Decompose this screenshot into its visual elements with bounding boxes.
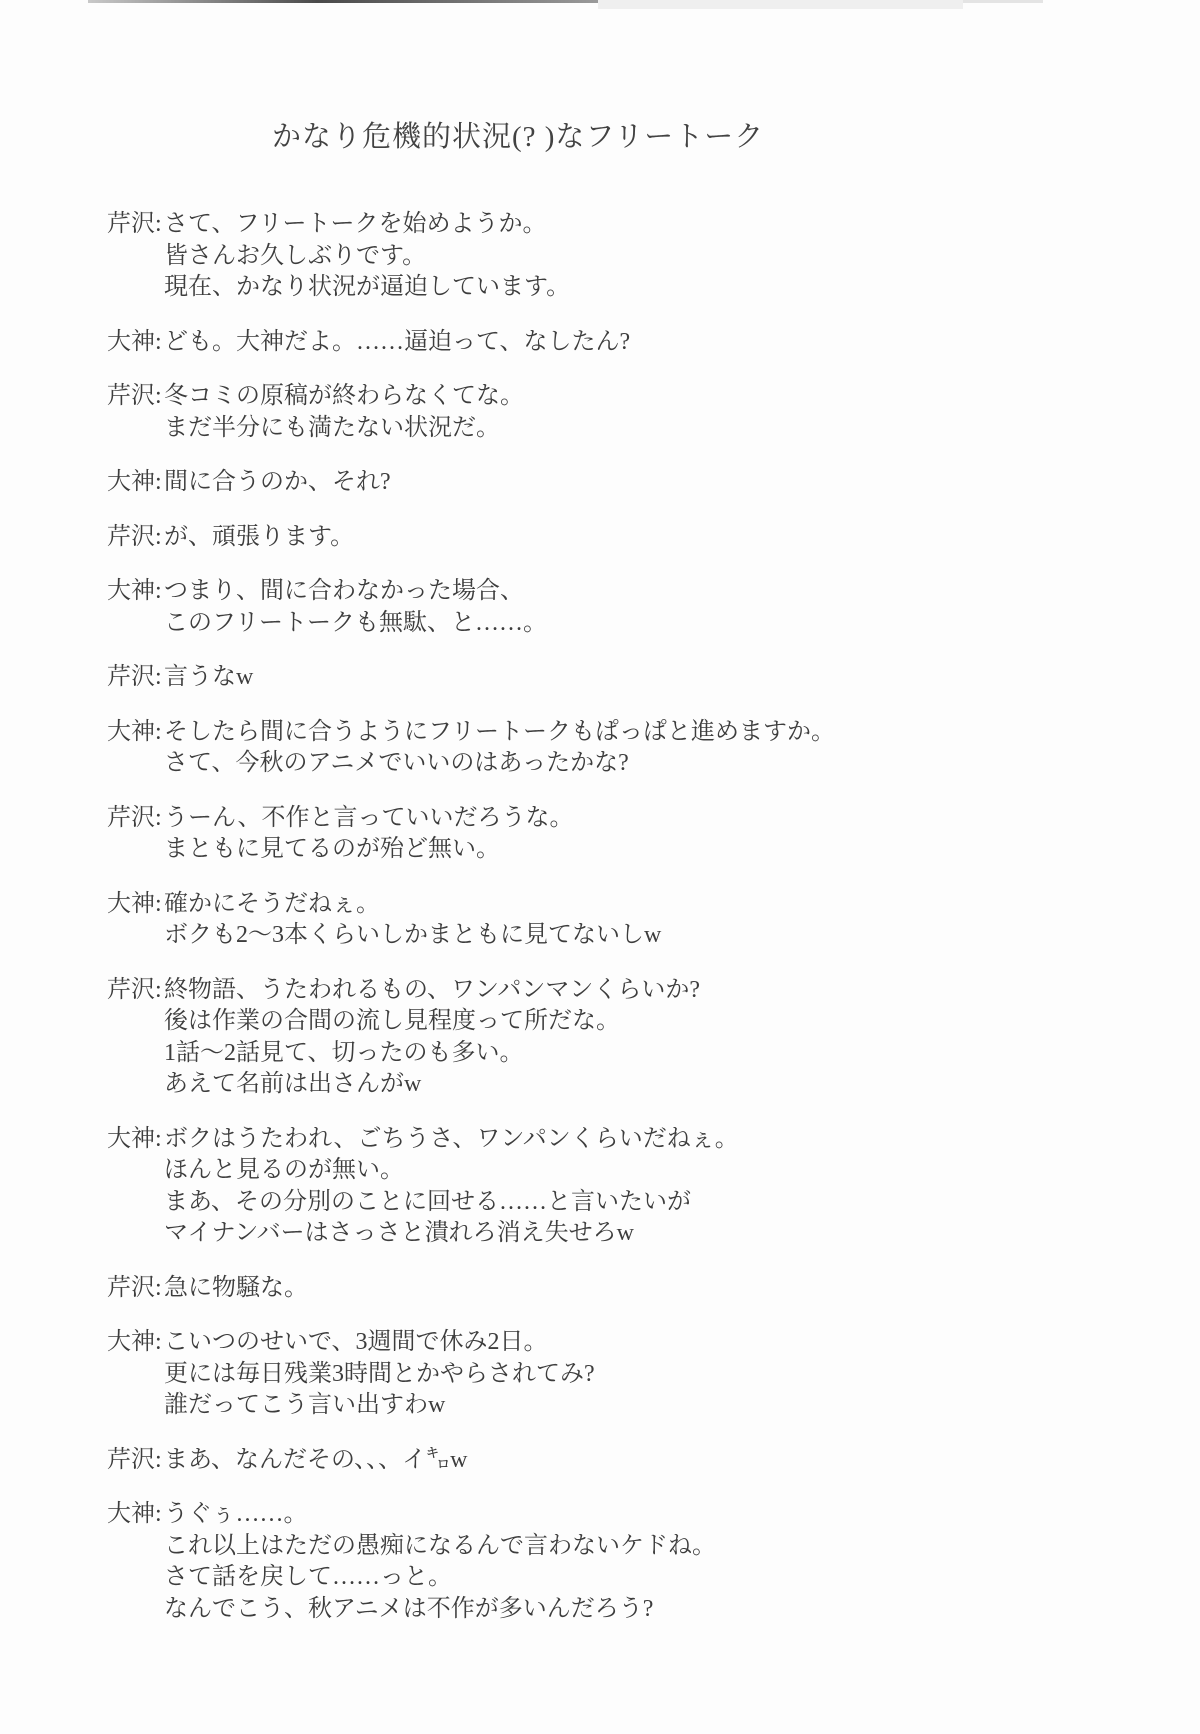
dialogue-line: マイナンバーはさっさと潰れろ消え失せろw [164, 1220, 634, 1246]
dialogue-lines [164, 576, 1122, 639]
speaker-label: 大神: [107, 1125, 162, 1152]
dialogue-line: このフリートークも無駄、と……。 [164, 609, 548, 636]
dialogue-block [107, 467, 1122, 499]
speaker-label: 芹沢: [107, 523, 162, 550]
speaker-label: 大神: [107, 469, 162, 495]
dialogue-lines [164, 662, 1122, 694]
dialogue-block [107, 803, 1122, 866]
scan-artifact-line [598, 0, 963, 9]
dialogue-block [107, 1445, 1122, 1477]
dialogue-line: あえて名前は出さんがw [164, 1071, 422, 1097]
dialogue-lines [164, 1499, 1122, 1625]
dialogue-block [107, 1273, 1122, 1305]
dialogue-line: が、頑張ります。 [164, 523, 355, 550]
dialogue-line: なんでこう、秋アニメは不作が多いんだろう? [164, 1595, 654, 1622]
dialogue-lines [164, 1327, 1122, 1422]
dialogue-line: ほんと見るのが無い。 [164, 1157, 404, 1183]
dialogue-line: 更には毎日残業3時間とかやらされてみ? [164, 1360, 595, 1387]
dialogue-block [107, 662, 1122, 694]
speaker-label: 大神: [107, 1501, 162, 1527]
speaker-label: 大神: [107, 578, 162, 604]
dialogue-list [107, 209, 1122, 1648]
dialogue-lines [164, 1124, 1122, 1250]
dialogue-block [107, 576, 1122, 639]
speaker-label: 大神: [107, 890, 162, 917]
dialogue-line: 確かにそうだねぇ。 [164, 890, 380, 917]
speaker-label: 芹沢: [107, 1446, 162, 1473]
dialogue-line: ども。大神だよ。……逼迫って、なしたん? [164, 328, 631, 355]
dialogue-lines [164, 803, 1122, 866]
dialogue-line: 現在、かなり状況が逼迫しています。 [164, 274, 571, 300]
dialogue-line: そしたら間に合うようにフリートークもぱっぱと進めますか。 [164, 718, 836, 745]
speaker-label: 芹沢: [107, 383, 162, 409]
dialogue-lines [164, 209, 1122, 304]
dialogue-line: 言うなw [164, 664, 254, 690]
dialogue-lines [164, 467, 1122, 499]
dialogue-line: うーん、不作と言っていいだろうな。 [164, 804, 574, 831]
dialogue-line: うぐぅ……。 [164, 1501, 308, 1527]
dialogue-block [107, 1327, 1122, 1422]
speaker-label: 芹沢: [107, 211, 162, 237]
dialogue-line: ボクはうたわれ、ごちうさ、ワンパンくらいだねぇ。 [164, 1125, 739, 1152]
dialogue-block [107, 381, 1122, 444]
dialogue-lines [164, 327, 1122, 359]
dialogue-block [107, 717, 1122, 780]
dialogue-line: ボクも2～3本くらいしかまともに見てないしw [164, 922, 662, 948]
scan-artifact-line [963, 0, 1043, 3]
dialogue-block [107, 327, 1122, 359]
dialogue-block [107, 889, 1122, 952]
dialogue-line: つまり、間に合わなかった場合、 [164, 578, 524, 604]
dialogue-line: まだ半分にも満たない状況だ。 [164, 414, 500, 441]
dialogue-line: さて話を戻して……っと。 [164, 1564, 452, 1590]
dialogue-block [107, 1124, 1122, 1250]
dialogue-lines [164, 381, 1122, 444]
dialogue-lines [164, 1445, 1122, 1477]
dialogue-line: まともに見てるのが殆ど無い。 [164, 836, 500, 862]
dialogue-line: 冬コミの原稿が終わらなくてな。 [164, 383, 524, 409]
dialogue-line: まあ、その分別のことに回せる……と言いたいが [164, 1188, 692, 1215]
dialogue-line: 1話～2話見て、切ったのも多い。 [164, 1039, 524, 1066]
dialogue-line: 皆さんお久しぶりです。 [164, 242, 427, 269]
dialogue-lines [164, 1273, 1122, 1305]
dialogue-lines [164, 522, 1122, 554]
dialogue-line: さて、フリートークを始めようか。 [164, 211, 547, 237]
speaker-label: 大神: [107, 1329, 162, 1355]
dialogue-lines [164, 717, 1122, 780]
dialogue-block [107, 975, 1122, 1101]
dialogue-line: これ以上はただの愚痴になるんで言わないケドね。 [164, 1532, 716, 1559]
dialogue-line: まあ、なんだその、、、イ㌔w [164, 1446, 468, 1473]
dialogue-block [107, 1499, 1122, 1625]
dialogue-lines [164, 975, 1122, 1101]
speaker-label: 大神: [107, 718, 162, 745]
dialogue-line: さて、今秋のアニメでいいのはあったかな? [164, 750, 629, 776]
dialogue-block [107, 522, 1122, 554]
speaker-label: 芹沢: [107, 1274, 162, 1301]
scan-artifact-line [88, 0, 598, 3]
dialogue-line: 後は作業の合間の流し見程度って所だな。 [164, 1008, 620, 1034]
speaker-label: 芹沢: [107, 976, 162, 1003]
dialogue-line: 急に物騒な。 [164, 1274, 308, 1301]
dialogue-lines [164, 889, 1122, 952]
dialogue-line: 終物語、うたわれるもの、ワンパンマンくらいか? [164, 976, 701, 1003]
speaker-label: 芹沢: [107, 804, 162, 831]
speaker-label: 大神: [107, 328, 162, 355]
dialogue-line: こいつのせいで、3週間で休み2日。 [164, 1329, 548, 1355]
dialogue-block [107, 209, 1122, 304]
page-title: かなり危機的状況(? )なフリートーク [272, 121, 765, 153]
speaker-label: 芹沢: [107, 664, 162, 690]
dialogue-line: 間に合うのか、それ? [164, 469, 391, 495]
dialogue-line: 誰だってこう言い出すわw [164, 1392, 446, 1418]
